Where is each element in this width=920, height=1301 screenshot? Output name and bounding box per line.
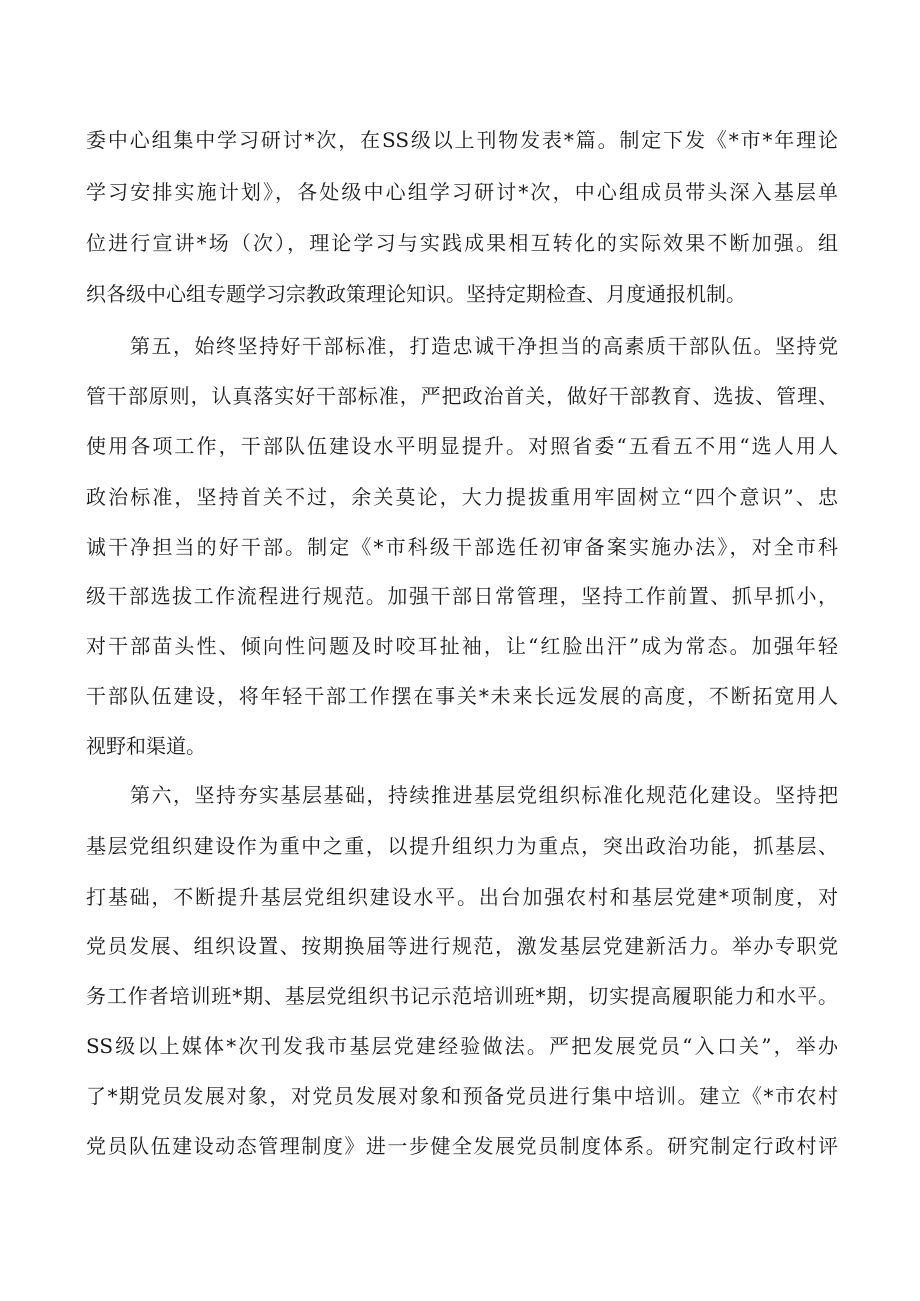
paragraph-3-line-2: 基层党组织建设作为重中之重，以提升组织力为重点，突出政治功能，抓基层、 <box>86 834 838 858</box>
paragraph-3-line-6: SS级以上媒体*次刊发我市基层党建经验做法。严把发展党员“入口关”，举办 <box>86 1034 838 1058</box>
paragraph-3-line-7: 了*期党员发展对象，对党员发展对象和预备党员进行集中培训。建立《*市农村 <box>86 1084 838 1108</box>
paragraph-2-line-2: 管干部原则，认真落实好干部标准，严把政治首关，做好干部教育、选拔、管理、 <box>86 384 838 408</box>
paragraph-2-line-8: 干部队伍建设，将年轻干部工作摆在事关*未来长远发展的高度，不断拓宽用人 <box>86 684 838 708</box>
paragraph-2-line-3: 使用各项工作，干部队伍建设水平明显提升。对照省委“五看五不用“选人用人 <box>86 434 838 458</box>
paragraph-3-line-4: 党员发展、组织设置、按期换届等进行规范，激发基层党建新活力。举办专职党 <box>86 934 838 958</box>
paragraph-1-line-2: 学习安排实施计划》，各处级中心组学习研讨*次，中心组成员带头深入基层单 <box>86 180 838 204</box>
paragraph-1-line-4: 织各级中心组专题学习宗教政策理论知识。坚持定期检查、月度通报机制。 <box>86 282 746 306</box>
paragraph-2-line-5: 诚干净担当的好干部。制定《*市科级干部选任初审备案实施办法》，对全市科 <box>86 535 838 559</box>
paragraph-3-line-8: 党员队伍建设动态管理制度》进一步健全发展党员制度体系。研究制定行政村评 <box>86 1134 838 1158</box>
paragraph-1-line-1: 委中心组集中学习研讨*次，在SS级以上刊物发表*篇。制定下发《*市*年理论 <box>86 128 838 152</box>
paragraph-1-line-3: 位进行宣讲*场（次），理论学习与实践成果相互转化的实际效果不断加强。组 <box>86 231 838 255</box>
paragraph-2-line-6: 级干部选拔工作流程进行规范。加强干部日常管理，坚持工作前置、抓早抓小， <box>86 584 838 608</box>
paragraph-3-line-1: 第六，坚持夯实基层基础，持续推进基层党组织标准化规范化建设。坚持把 <box>130 783 838 807</box>
paragraph-2-line-7: 对干部苗头性、倾向性问题及时咬耳扯袖，让“红脸出汗”成为常态。加强年轻 <box>86 634 838 658</box>
paragraph-2-line-9: 视野和渠道。 <box>86 734 206 758</box>
paragraph-3-line-5: 务工作者培训班*期、基层党组织书记示范培训班*期，切实提高履职能力和水平。 <box>86 984 838 1008</box>
paragraph-2-line-1: 第五，始终坚持好干部标准，打造忠诚干净担当的高素质干部队伍。坚持党 <box>130 334 838 358</box>
paragraph-2-line-4: 政治标准，坚持首关不过，余关莫论，大力提拔重用牢固树立“四个意识”、忠 <box>86 485 838 509</box>
paragraph-3-line-3: 打基础，不断提升基层党组织建设水平。出台加强农村和基层党建*项制度，对 <box>86 885 838 909</box>
